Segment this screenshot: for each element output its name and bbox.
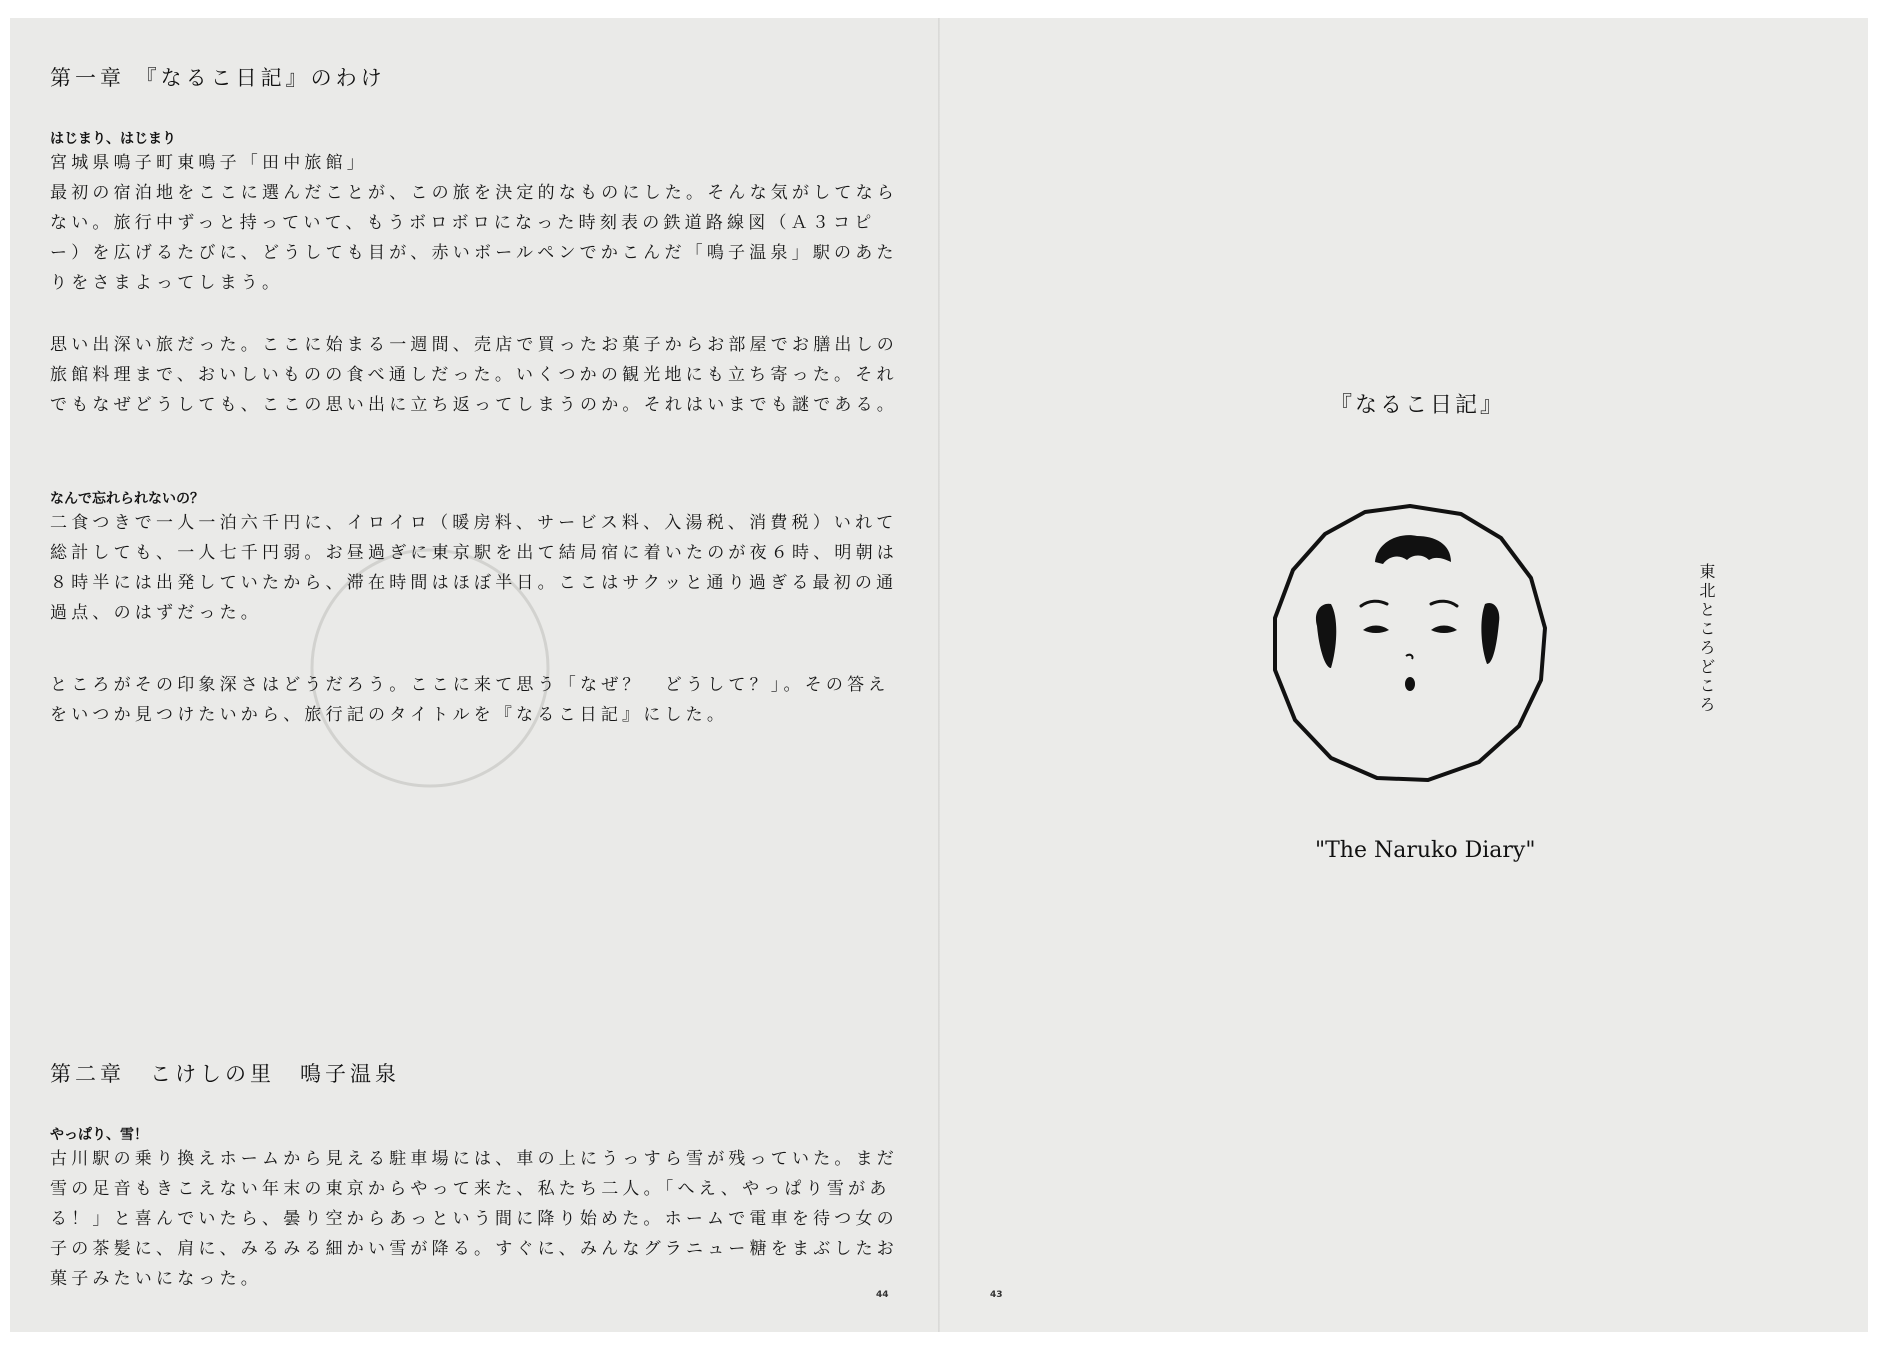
section3-title: やっぱり、雪！ — [50, 1127, 148, 1143]
vertical-caption: 東北ところどころ — [1697, 563, 1716, 715]
page-number-right: 43 — [990, 1290, 1003, 1300]
section2-title: なんで忘れられないの？ — [50, 491, 204, 507]
chapter1-title: 第一章 『なるこ日記』のわけ — [50, 66, 386, 90]
section1-paragraph2: 思い出深い旅だった。ここに始まる一週間、売店で買ったお菓子からお部屋でお膳出しの旅館料理まで、おいしいものの食べ通しだった。いくつかの観光地にも立ち寄った。それでもなぜどうしても、ここの思い出に立ち返ってしまうのか。それはいまでも謎である。 — [50, 335, 898, 415]
section3-paragraph: 古川駅の乗り換えホームから見える駐車場には、車の上にうっすら雪が残っていた。まだ雪の足音もきこえない年末の東京からやって来た、私たち二人。「へえ、やっぱり雪がある！」と喜んでいたら、曇り空からあっという間に降り始めた。ホームで電車を待つ女の子の茶髪に、肩に、みるみる細かい雪が降る。すぐに、みんなグラニュー糖をまぶしたお菓子みたいになった。 — [50, 1149, 898, 1289]
title-english: "The Naruko Diary" — [1315, 838, 1536, 863]
section1-paragraph1: 最初の宿泊地をここに選んだことが、この旅を決定的なものにした。そんな気がしてならない。旅行中ずっと持っていて、もうボロボロになった時刻表の鉄道路線図（Ａ３コピー）を広げるたびに、どうしても目が、赤いボールペンでかこんだ「鳴子温泉」駅のあたりをさまよってしまう。 — [50, 183, 898, 293]
kokeshi-face-illustration — [1265, 498, 1555, 788]
chapter2-title: 第二章 こけしの里 鳴子温泉 — [50, 1062, 400, 1086]
title-japanese: 『なるこ日記』 — [1330, 393, 1506, 418]
section1-address: 宮城県鳴子町東鳴子「田中旅館」 — [50, 153, 368, 173]
left-page — [10, 18, 938, 1332]
book-spread — [10, 18, 1868, 1332]
page-number-left: 44 — [876, 1290, 889, 1300]
section2-paragraph2: ところがその印象深さはどうだろう。ここに来て思う「なぜ？ どうして？」。その答えをいつか見つけたいから、旅行記のタイトルを『なるこ日記』にした。 — [50, 675, 890, 725]
right-page — [940, 18, 1868, 1332]
section2-paragraph1: 二食つきで一人一泊六千円に、イロイロ（暖房料、サービス料、入湯税、消費税）いれて総計しても、一人七千円弱。お昼過ぎに東京駅を出て結局宿に着いたのが夜６時、明朝は８時半には出発していたから、滞在時間はほぼ半日。ここはサクッと通り過ぎる最初の通過点、のはずだった。 — [50, 513, 898, 623]
section1-title: はじまり、はじまり — [50, 131, 176, 147]
